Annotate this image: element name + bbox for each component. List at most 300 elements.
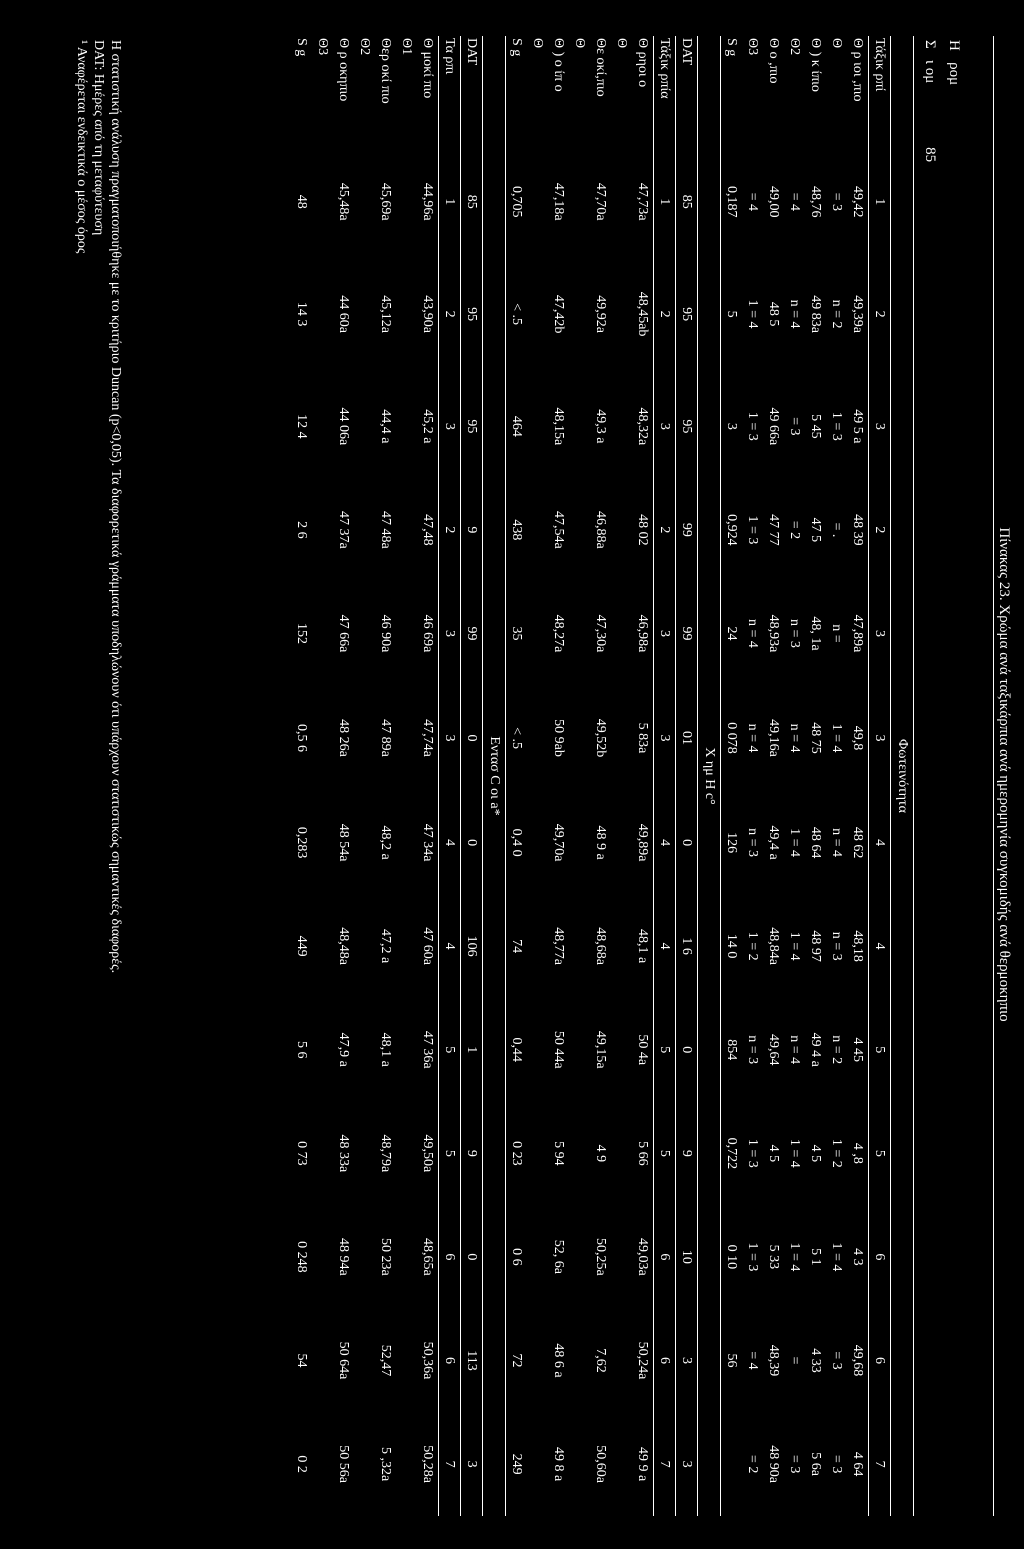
table-cell: 48 62 <box>850 826 866 859</box>
row-label: Θ <box>530 38 546 49</box>
table-cell: = 2 <box>745 1454 761 1474</box>
table-cell: 0,722 <box>724 1137 740 1170</box>
footnote: ¹ Αναφέρεται ενδεικτικά ο μέσος όρος <box>74 40 89 254</box>
table-cell <box>569 478 590 582</box>
table-cell <box>312 254 333 375</box>
table-cell: 4 33 <box>808 1348 824 1373</box>
table-cell <box>396 478 417 582</box>
row-label: Θε οκί,πιο <box>593 38 609 97</box>
table-row <box>869 36 891 1516</box>
table-cell: 47,9 a <box>336 1032 352 1067</box>
row-label: Τάξικ ρπί <box>869 36 891 150</box>
table-cell <box>611 1309 632 1413</box>
table-cell: 1 = 4 <box>829 723 845 753</box>
table-cell: 1 = 2 <box>829 1138 845 1168</box>
table-cell <box>354 150 375 254</box>
table-cell: 1 = 4 <box>787 931 803 961</box>
table-cell: 2 <box>654 254 676 375</box>
table-cell: 3 <box>676 1412 698 1516</box>
table-cell: n = 3 <box>745 1035 761 1065</box>
table-cell: 47 89a <box>378 719 394 757</box>
table-cell: 6 <box>439 1205 461 1309</box>
table-cell: 5 <box>439 998 461 1102</box>
table-cell: n = <box>829 624 845 643</box>
table-cell <box>396 254 417 375</box>
table-cell: 4 <box>654 791 676 895</box>
row-label: Θ ρ οκηπιο <box>336 38 352 102</box>
table-row <box>590 36 611 1516</box>
table-cell: 3 <box>439 375 461 479</box>
table-cell: 47 34a <box>420 823 436 862</box>
table-cell <box>312 478 333 582</box>
table-cell: 48,18 <box>850 930 866 962</box>
row-label: Θ μοκί πιο <box>420 38 436 99</box>
table-cell: n = 3 <box>745 828 761 858</box>
table-cell: n = 4 <box>829 828 845 858</box>
table-cell <box>527 1102 548 1206</box>
table-cell: 1 <box>461 998 483 1102</box>
table-cell: 2 <box>869 254 891 375</box>
table-row <box>654 36 676 1516</box>
table-cell <box>354 1205 375 1309</box>
table-cell <box>312 1102 333 1206</box>
table-row <box>847 36 869 1516</box>
table-cell: 49,70a <box>551 823 567 862</box>
table-cell: 3 <box>676 1309 698 1413</box>
row-label: Θ ρ ιοι ,πιο <box>850 38 866 102</box>
table-cell: 44 06a <box>336 407 352 446</box>
table-row <box>375 36 396 1516</box>
table-cell: 48,15a <box>551 407 567 446</box>
table-cell: 52,47 <box>378 1344 394 1377</box>
table-cell: 47,54a <box>551 511 567 549</box>
table-cell: 47,42b <box>551 294 567 334</box>
table-cell: 47,74a <box>420 719 436 757</box>
table-cell: 48,84a <box>766 927 782 966</box>
table-cell: 49,42 <box>850 186 866 218</box>
table-cell: 3 <box>869 375 891 479</box>
table-cell: n = 2 <box>829 1035 845 1065</box>
footnote: DAT: Ημέρες από τη μεταφύτευση <box>91 40 106 236</box>
table-cell <box>569 791 590 895</box>
table-cell <box>569 375 590 479</box>
table-cell: 48,2 a <box>378 825 394 860</box>
table-cell <box>354 998 375 1102</box>
table-cell: 4 64 <box>850 1451 866 1477</box>
header-cell: H <box>946 40 962 51</box>
table-cell <box>312 150 333 254</box>
table-row <box>527 36 548 1516</box>
table-cell: 1 = 4 <box>745 299 761 329</box>
table-cell <box>527 478 548 582</box>
row-label: Θ ρηοι ο <box>635 38 651 88</box>
table-cell <box>354 791 375 895</box>
table-cell: 1 <box>869 150 891 254</box>
table-cell: n = 3 <box>829 931 845 961</box>
table-cell: 449 <box>294 935 310 957</box>
table-cell: 3 <box>654 582 676 686</box>
table-cell <box>312 1412 333 1516</box>
table-cell: 3 <box>439 582 461 686</box>
table-cell <box>396 685 417 791</box>
table-cell <box>569 254 590 375</box>
header-cell: 85 <box>922 147 938 163</box>
table-cell <box>569 1102 590 1206</box>
table-cell: 3 <box>869 685 891 791</box>
table-cell <box>354 582 375 686</box>
table-cell: = 3 <box>829 192 845 211</box>
table-cell: 4 <box>869 894 891 998</box>
table-cell: 5 <box>654 1102 676 1206</box>
table-cell: 47 66a <box>336 614 352 653</box>
table-cell: 50,25a <box>593 1238 609 1276</box>
row-label: DAT <box>461 36 483 150</box>
table-cell: 7 <box>654 1412 676 1516</box>
table-cell <box>611 375 632 479</box>
table-cell: 48, 1a <box>808 616 824 651</box>
table-cell: 50,60a <box>593 1445 609 1483</box>
table-cell <box>611 685 632 791</box>
table-cell: 48 6 a <box>551 1343 567 1378</box>
table-row <box>548 36 569 1516</box>
table-cell: 50 56a <box>336 1445 352 1483</box>
table-cell <box>611 150 632 254</box>
table-cell: 5 <box>869 998 891 1102</box>
table-cell: 1 = 3 <box>745 515 761 545</box>
table-cell <box>312 791 333 895</box>
table-cell <box>527 1309 548 1413</box>
table-cell <box>396 582 417 686</box>
table-cell <box>396 1102 417 1206</box>
table-cell <box>396 375 417 479</box>
table-cell: = 4 <box>745 192 761 211</box>
table-cell: 47,48 <box>420 514 436 546</box>
table-cell <box>527 375 548 479</box>
table-cell: 2 <box>869 478 891 582</box>
table-cell: 48,45ab <box>635 291 651 337</box>
table-cell <box>527 1412 548 1516</box>
table-cell: 3 <box>439 685 461 791</box>
table-cell: 49 8 a <box>551 1447 567 1482</box>
section-heading: Εντασ C οι a* <box>483 36 506 1516</box>
row-label: Θ ) ο ίπ ο <box>551 38 567 92</box>
table-cell: 2 <box>439 478 461 582</box>
header-cell: ρομ <box>946 62 962 86</box>
table-cell <box>396 1309 417 1413</box>
table-cell: 5 6a <box>808 1452 824 1476</box>
table-cell: 48,1 a <box>378 1032 394 1067</box>
table-cell: 49,68 <box>850 1344 866 1377</box>
table-cell: 50 4a <box>635 1034 651 1066</box>
table-cell: 46 90a <box>378 614 394 653</box>
table-cell: 1 = 4 <box>787 828 803 858</box>
table-cell: 49,64 <box>766 1033 782 1066</box>
table-cell: 48 5 <box>766 301 782 327</box>
table-row <box>312 36 333 1516</box>
table-cell <box>611 1412 632 1516</box>
table-cell: 47,73a <box>635 182 651 221</box>
table-cell: 5 <box>439 1102 461 1206</box>
header-cell: ι ομ <box>922 59 938 84</box>
section-heading: Χ ημ Η c° <box>698 36 721 1516</box>
table-cell: 48 9 a <box>593 825 609 860</box>
data-table <box>291 36 914 1516</box>
table-cell: 48 64 <box>808 826 824 859</box>
table-cell: 50 64a <box>336 1341 352 1380</box>
table-cell: < .5 <box>509 727 525 749</box>
table-cell: 0 <box>461 685 483 791</box>
table-cell: 48 94a <box>336 1238 352 1276</box>
table-cell <box>569 582 590 686</box>
table-cell: n = 3 <box>787 619 803 648</box>
table-cell <box>527 1205 548 1309</box>
table-cell: 9 <box>676 1102 698 1206</box>
table-cell: 4 <box>654 894 676 998</box>
table-cell: 1 = 2 <box>745 931 761 961</box>
table-cell: 48 33a <box>336 1134 352 1173</box>
table-cell: 49,4 a <box>766 825 782 860</box>
table-cell: 0 078 <box>724 722 740 754</box>
table-cell: 48 75 <box>808 722 824 754</box>
table-cell: 49,52b <box>593 718 609 758</box>
table-cell: 7,62 <box>593 1348 609 1373</box>
table-cell: 0 <box>676 791 698 895</box>
row-label: Θ ο ,πιο <box>766 38 782 84</box>
table-cell <box>569 685 590 791</box>
table-cell: 50 23a <box>378 1238 394 1276</box>
table-cell: 0 2 <box>294 1455 310 1473</box>
table-cell: n = 4 <box>787 723 803 753</box>
table-row <box>784 36 805 1516</box>
section-heading-row <box>483 36 506 1516</box>
table-cell <box>569 1205 590 1309</box>
table-row <box>742 36 763 1516</box>
table-cell <box>611 1205 632 1309</box>
table-cell: 44,96a <box>420 182 436 221</box>
table-cell <box>611 1102 632 1206</box>
table-cell: 49,50a <box>420 1134 436 1173</box>
table-cell: 48,32a <box>635 407 651 446</box>
table-cell: 1 6 <box>676 894 698 998</box>
table-cell: 48,68a <box>593 927 609 966</box>
table-cell: 7 <box>869 1412 891 1516</box>
table-cell: 0,705 <box>509 186 525 218</box>
table-cell: 5 ,32a <box>378 1447 394 1482</box>
table-cell: 52, 6a <box>551 1239 567 1274</box>
table-cell: 47,2 a <box>378 929 394 964</box>
table-cell: 47 37a <box>336 511 352 549</box>
table-cell: 49,92a <box>593 295 609 333</box>
section-heading: Φωτεινότητα <box>891 36 914 1516</box>
table-cell: 0 6 <box>509 1248 525 1266</box>
table-cell: 48,39 <box>766 1344 782 1377</box>
table-cell <box>396 998 417 1102</box>
table-cell: 50,36a <box>420 1341 436 1380</box>
table-cell <box>611 582 632 686</box>
table-cell <box>527 894 548 998</box>
table-cell: 6 <box>869 1205 891 1309</box>
row-label: Θ2 <box>357 38 373 56</box>
table-row <box>826 36 847 1516</box>
table-cell: 0,283 <box>294 826 310 859</box>
section-heading-row <box>698 36 721 1516</box>
table-row <box>676 36 698 1516</box>
table-cell: 45,12a <box>378 295 394 333</box>
table-cell: 48 97 <box>808 930 824 962</box>
table-cell: 1 = 4 <box>829 1242 845 1272</box>
table-cell: 48,27a <box>551 614 567 653</box>
table-cell: 48,93a <box>766 614 782 653</box>
table-cell: 126 <box>724 832 740 854</box>
table-cell: 99 <box>461 582 483 686</box>
table-cell: 5 66 <box>635 1141 651 1166</box>
table-cell: 1 = 3 <box>745 1138 761 1168</box>
table-cell: 14 3 <box>294 301 310 327</box>
table-row <box>439 36 461 1516</box>
table-cell: 01 <box>676 685 698 791</box>
table-cell <box>312 1205 333 1309</box>
table-cell: 49,15a <box>593 1030 609 1069</box>
table-cell: 85 <box>461 150 483 254</box>
table-cell: 43,90a <box>420 295 436 333</box>
table-cell <box>611 254 632 375</box>
table-cell: 113 <box>461 1309 483 1413</box>
table-row <box>506 36 528 1516</box>
table-cell <box>611 478 632 582</box>
table-cell: 6 <box>654 1205 676 1309</box>
table-cell: 48 39 <box>850 514 866 546</box>
table-cell: 5 6 <box>294 1040 310 1059</box>
table-cell: = <box>787 1356 803 1365</box>
table-cell <box>527 685 548 791</box>
table-cell <box>611 791 632 895</box>
table-cell: 49 9 a <box>635 1447 651 1482</box>
table-cell: 6 <box>654 1309 676 1413</box>
table-cell: 1 = 4 <box>787 1242 803 1272</box>
table-cell: 49,3 a <box>593 409 609 444</box>
table-cell: 95 <box>461 254 483 375</box>
table-cell: 0,924 <box>724 514 740 546</box>
table-cell: 49 5 a <box>850 409 866 444</box>
table-cell: n = 4 <box>787 299 803 329</box>
table-cell: 12 4 <box>294 414 310 439</box>
table-cell: 3 <box>724 422 740 430</box>
table-cell: 49,8 <box>850 725 866 751</box>
table-cell: 47 77 <box>766 514 782 546</box>
table-cell: 1 = 3 <box>745 1242 761 1272</box>
header-cell: Σ <box>922 40 938 49</box>
table-cell: 2 <box>439 254 461 375</box>
table-cell: 49,89a <box>635 823 651 862</box>
table-cell: 48 <box>294 194 310 209</box>
table-cell: 48,1 a <box>635 929 651 964</box>
top-rule <box>993 36 994 1516</box>
header-row-2 <box>918 40 942 162</box>
table-cell: 4 ,8 <box>850 1142 866 1164</box>
table-cell: 6 <box>439 1309 461 1413</box>
table-cell: 85 <box>676 150 698 254</box>
table-cell: 5 <box>869 1102 891 1206</box>
table-cell: 95 <box>676 254 698 375</box>
header-block <box>918 40 966 162</box>
table-row <box>805 36 826 1516</box>
table-cell: 3 <box>654 375 676 479</box>
table-cell: = 3 <box>829 1454 845 1474</box>
table-cell: 854 <box>724 1039 740 1061</box>
table-cell <box>312 582 333 686</box>
table-cell: 0 <box>461 1205 483 1309</box>
table-cell: 46,88a <box>593 511 609 549</box>
footnotes <box>73 40 124 973</box>
table-cell: 10 <box>676 1205 698 1309</box>
table-cell <box>527 150 548 254</box>
table-cell: 0 248 <box>294 1241 310 1273</box>
table-row <box>354 36 375 1516</box>
table-cell: 45,2 a <box>420 409 436 444</box>
table-cell <box>312 894 333 998</box>
table-cell: 50 44a <box>551 1030 567 1069</box>
table-cell: 49 83a <box>808 295 824 333</box>
table-cell: 0,187 <box>724 186 740 218</box>
row-label: Θ <box>572 38 588 49</box>
table-cell: = 3 <box>787 1454 803 1474</box>
table-cell <box>527 998 548 1102</box>
row-label: Θ3 <box>745 38 761 56</box>
table-cell: 48 54a <box>336 823 352 862</box>
row-label: S g <box>294 38 310 57</box>
table-cell: 106 <box>461 894 483 998</box>
table-cell <box>396 150 417 254</box>
table-cell: 47,70a <box>593 182 609 221</box>
table-cell: 4 45 <box>850 1037 866 1062</box>
table-row <box>333 36 354 1516</box>
row-label: Τάξικ ρπία <box>654 36 676 150</box>
table-cell <box>354 254 375 375</box>
table-cell <box>396 1205 417 1309</box>
table-cell: 49,00 <box>766 186 782 218</box>
table-row <box>461 36 483 1516</box>
table-row <box>721 36 743 1516</box>
row-label: Θ3 <box>315 38 331 56</box>
table-row <box>632 36 654 1516</box>
table-cell: 99 <box>676 478 698 582</box>
table-cell: 0 <box>461 791 483 895</box>
table-cell: 48 02 <box>635 514 651 546</box>
table-cell: 5 94 <box>551 1141 567 1166</box>
table-cell: 0,44 <box>509 1037 525 1062</box>
table-cell: 44,4 a <box>378 409 394 444</box>
table-cell <box>312 375 333 479</box>
table-cell: 3 <box>654 685 676 791</box>
table-cell: 5 <box>654 998 676 1102</box>
table-cell: 49,16a <box>766 719 782 757</box>
row-label: Θ2 <box>787 38 803 56</box>
table-cell <box>569 1412 590 1516</box>
table-cell: 48,77a <box>551 927 567 966</box>
row-label: Θ <box>614 38 630 49</box>
table-cell: = 3 <box>787 417 803 436</box>
table-cell <box>312 1309 333 1413</box>
table-cell: 49,39a <box>850 295 866 333</box>
table-cell: 438 <box>509 519 525 541</box>
table-cell: 0,4 0 <box>509 828 525 857</box>
table-cell: 1 <box>439 150 461 254</box>
table-cell: 54 <box>294 1353 310 1368</box>
header-row-1 <box>942 40 966 162</box>
table-cell: 0 <box>676 998 698 1102</box>
table-title: Πίνακας 23. Χρώμα ανά ταξικάρπια ανά ημερομηνία συγκομιδής ανά θερμοκηπιο <box>996 527 1012 1022</box>
table-cell <box>611 894 632 998</box>
